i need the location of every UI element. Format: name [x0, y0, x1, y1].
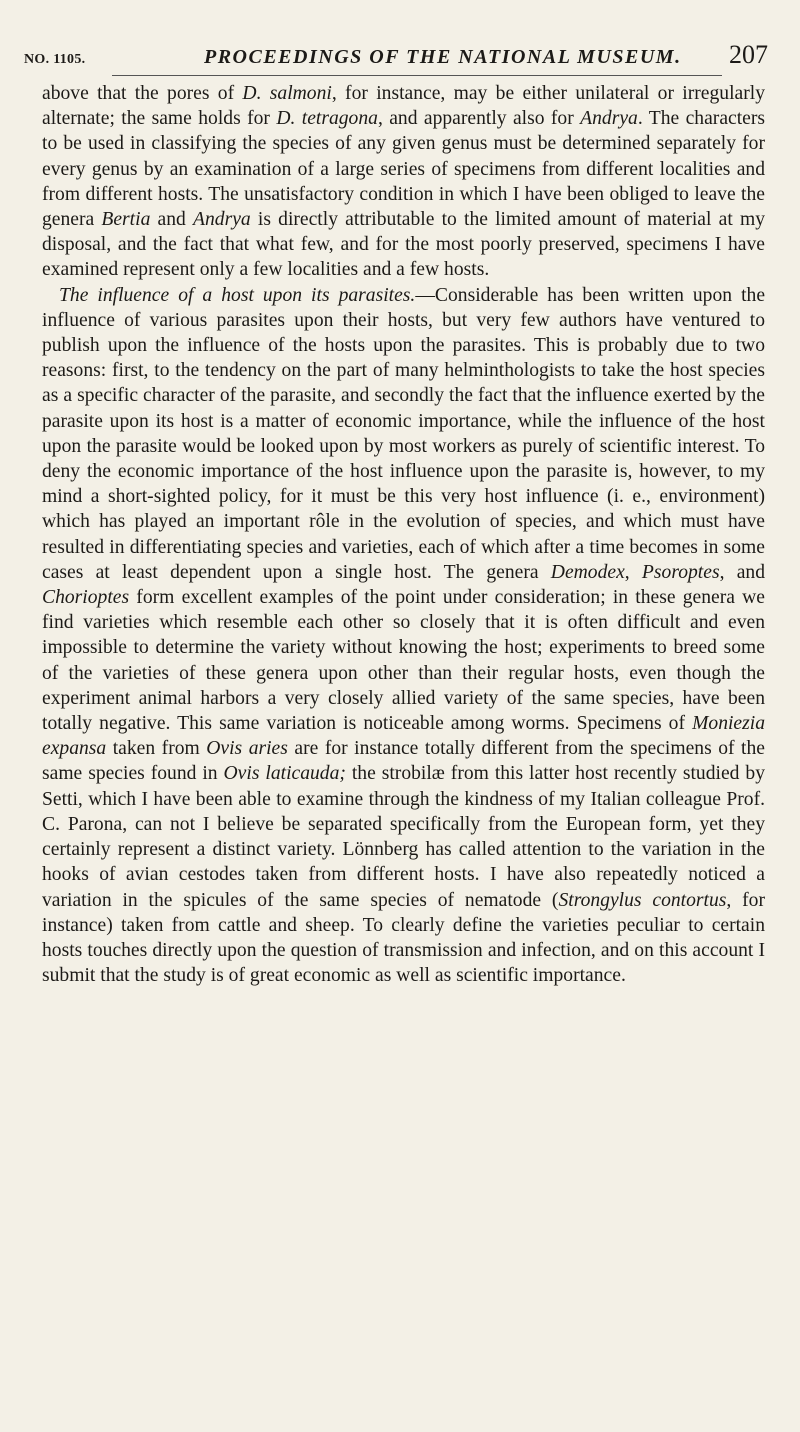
text-run: . The characters to be used in classifying the species of any given genus must be determined separately for every genus by an examination of a large series of specimens from different localities and from different hosts. The unsatisfactory condition in which I have been obliged to leave the genera: [42, 108, 765, 231]
italic-text-run: Demodex: [550, 561, 625, 583]
italic-text-run: Andrya: [193, 209, 251, 231]
text-run: is directly attributable to the limited amount of material at my disposal, and the fact that what few, and for the most poorly preserved, specimens I have examined represent only a few localities and a few hosts.: [42, 209, 765, 281]
text-run: and: [150, 209, 194, 231]
journal-title: PROCEEDINGS OF THE NATIONAL MUSEUM.: [204, 46, 682, 68]
italic-text-run: Andrya: [580, 108, 638, 130]
text-run: taken from: [106, 738, 207, 760]
text-run: are for instance totally different from the specimens of the same species found in: [42, 738, 765, 785]
text-run: ,: [624, 561, 642, 583]
running-header: [24, 40, 768, 78]
text-run: , and: [719, 561, 765, 583]
italic-text-run: Chorioptes: [42, 587, 130, 609]
header-rule: [112, 75, 722, 76]
body-text: [42, 81, 765, 988]
italic-text-run: Ovis aries: [206, 738, 288, 760]
text-run: , and apparently also for: [377, 108, 581, 130]
paragraph: [42, 81, 765, 283]
text-run: above that the pores of: [42, 83, 243, 104]
issue-number: NO. 1105.: [24, 52, 86, 67]
italic-text-run: Moniezia expansa: [42, 713, 765, 760]
paragraph: [42, 283, 765, 989]
text-run: the strobilæ from this latter host recently studied by Setti, which I have been able to examine through the kindness of my Italian colleague Prof. C. Parona, can not I believe be separated specifically from the European form, yet they certainly represent a distinct variety. Lönnberg has called attention to the variation in the hooks of avian cestodes taken from different hosts. I have also repeatedly noticed a variation in the spicules of the same species of nematode (: [42, 763, 765, 911]
text-run: —Considerable has been written upon the influence of various parasites upon their hosts, but very few authors have ventured to publish upon the influence of the hosts upon the parasites. This is probably due to two reasons: first, to the tendency on the part of many helminthologists to take the host species as a specific character of the parasite, and secondly the fact that the influence exerted by the parasite upon its host is a matter of economic importance, while the influence of the host upon the parasite would be looked upon by most workers as purely of scientific interest. To deny the economic importance of the host influence upon the parasite is, however, to my mind a short-sighted policy, for it must be this very host influence (i. e., environment) which has played an important rôle in the evolution of species, and which must have resulted in differentiating species and varieties, each of which after a time becomes in some cases at least dependent upon a single host. The genera: [42, 284, 766, 583]
page-number: 207: [729, 40, 768, 69]
text-run: , for instance) taken from cattle and sheep. To clearly define the varieties peculiar to certain hosts touches directly upon the question of transmission and infection, and on this account I submit that the study is of great economic as well as scientific importance.: [42, 889, 765, 987]
italic-text-run: Strongylus contortus: [558, 889, 727, 911]
italic-text-run: The influence of a host upon its parasites.: [59, 284, 416, 306]
italic-text-run: D. tetragona: [276, 108, 378, 130]
italic-text-run: Psoroptes: [641, 561, 720, 583]
text-run: form excellent examples of the point under consideration; in these genera we find varieties which resemble each other so closely that it is often difficult and even impossible to determine the variety without knowing the host; experiments to breed some of the varieties of these genera upon other than their regular hosts, even though the experiment animal harbors a very closely allied variety of the same species, have been totally negative. This same variation is noticeable among worms. Specimens of: [42, 587, 765, 735]
text-run: , for instance, may be either unilateral or irregularly alternate; the same holds for: [42, 83, 765, 130]
italic-text-run: D. salmoni: [242, 83, 332, 104]
italic-text-run: Bertia: [101, 209, 151, 231]
italic-text-run: Ovis laticauda;: [223, 763, 346, 785]
